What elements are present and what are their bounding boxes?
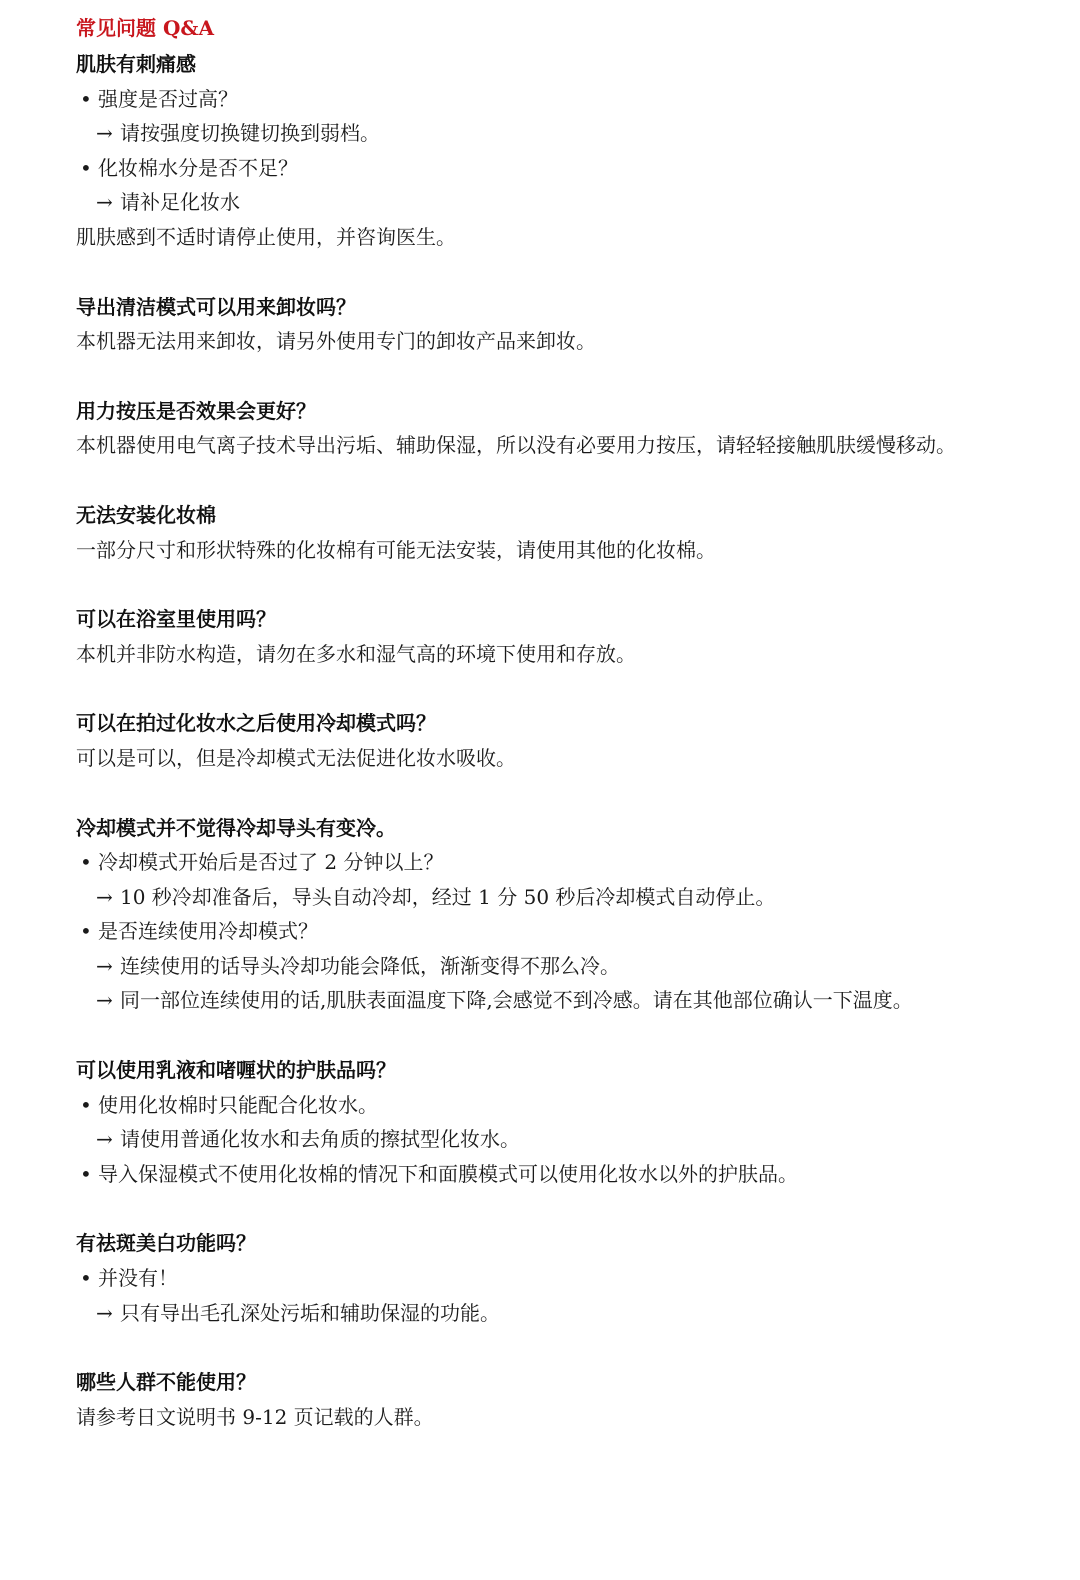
question-heading: 哪些人群不能使用？ — [76, 1370, 256, 1395]
question-heading: 可以在浴室里使用吗？ — [76, 607, 276, 632]
answer-arrow-item — [76, 185, 1040, 220]
answer-arrow-item — [76, 116, 1040, 151]
line-text: 肌肤感到不适时请停止使用，并咨询医生。 — [76, 224, 456, 249]
line-text: 连续使用的话导头冷却功能会降低，渐渐变得不那么冷。 — [120, 953, 620, 978]
arrow-icon: → — [96, 953, 113, 978]
bullet-item — [76, 151, 1040, 186]
qa-section — [76, 602, 1040, 671]
qa-section — [76, 1053, 1040, 1191]
question-heading: 可以使用乳液和啫喱状的护肤品吗？ — [76, 1058, 396, 1083]
answer-arrow-item — [76, 949, 1040, 984]
line-text: 冷却模式开始后是否过了 2 分钟以上？ — [98, 850, 444, 875]
qa-section — [76, 1226, 1040, 1330]
bullet-item — [76, 914, 1040, 949]
answer-text — [76, 637, 1040, 672]
qa-section — [76, 47, 1040, 255]
line-text: 本机器无法用来卸妆，请另外使用专门的卸妆产品来卸妆。 — [76, 329, 596, 354]
arrow-icon: → — [96, 1127, 113, 1152]
line-text: 使用化妆棉时只能配合化妆水。 — [98, 1092, 378, 1117]
line-text: 是否连续使用冷却模式？ — [98, 919, 318, 944]
line-text: 请补足化妆水 — [120, 190, 240, 215]
question-heading: 用力按压是否效果会更好？ — [76, 398, 316, 423]
question-heading: 可以在拍过化妆水之后使用冷却模式吗？ — [76, 711, 436, 736]
bullet-dot: • — [80, 1266, 92, 1291]
qa-section — [76, 706, 1040, 775]
line-text: 本机并非防水构造，请勿在多水和湿气高的环境下使用和存放。 — [76, 641, 636, 666]
line-text: 化妆棉水分是否不足？ — [98, 155, 298, 180]
line-text: 可以是可以，但是冷却模式无法促进化妆水吸收。 — [76, 745, 516, 770]
line-text: 请按强度切换键切换到弱档。 — [120, 121, 380, 146]
bullet-item — [76, 845, 1040, 880]
line-text: 并没有！ — [98, 1266, 178, 1291]
answer-text — [76, 533, 1040, 568]
bullet-dot: • — [80, 919, 92, 944]
bullet-dot: • — [80, 1092, 92, 1117]
line-text: 10 秒冷却准备后，导头自动冷却，经过 1 分 50 秒后冷却模式自动停止。 — [120, 884, 776, 909]
line-text: 本机器使用电气离子技术导出污垢、辅助保湿，所以没有必要用力按压，请轻轻接触肌肤缓慢移动。 — [76, 433, 956, 458]
answer-arrow-item — [76, 983, 1040, 1018]
arrow-icon: → — [96, 190, 113, 215]
bullet-dot: • — [80, 850, 92, 875]
answer-text — [76, 428, 1040, 463]
bullet-dot: • — [80, 155, 92, 180]
line-text: 同一部位连续使用的话,肌肤表面温度下降,会感觉不到冷感。请在其他部位确认一下温度。 — [120, 988, 913, 1013]
qa-list — [76, 47, 1040, 1434]
qa-section — [76, 811, 1040, 1019]
question-heading: 导出清洁模式可以用来卸妆吗？ — [76, 294, 356, 319]
arrow-icon: → — [96, 1300, 113, 1325]
qa-section — [76, 290, 1040, 359]
bullet-item — [76, 82, 1040, 117]
question-heading: 有祛斑美白功能吗？ — [76, 1231, 256, 1256]
bullet-item — [76, 1261, 1040, 1296]
answer-text — [76, 741, 1040, 776]
line-text: 只有导出毛孔深处污垢和辅助保湿的功能。 — [120, 1300, 500, 1325]
line-text: 请参考日文说明书 9-12 页记载的人群。 — [76, 1404, 434, 1429]
answer-text — [76, 324, 1040, 359]
question-heading: 肌肤有刺痛感 — [76, 52, 196, 76]
qa-section — [76, 498, 1040, 567]
line-text: 强度是否过高？ — [98, 86, 238, 111]
arrow-icon: → — [96, 884, 113, 909]
answer-text — [76, 220, 1040, 255]
bullet-dot: • — [80, 1161, 92, 1186]
arrow-icon: → — [96, 988, 113, 1013]
bullet-item — [76, 1088, 1040, 1123]
qa-section — [76, 1365, 1040, 1434]
question-heading: 冷却模式并不觉得冷却导头有变冷。 — [76, 815, 396, 840]
qa-section — [76, 394, 1040, 463]
answer-arrow-item — [76, 1296, 1040, 1331]
page-title: 常见问题 Q&A — [76, 16, 214, 40]
answer-arrow-item — [76, 1122, 1040, 1157]
bullet-dot: • — [80, 86, 92, 111]
line-text: 请使用普通化妆水和去角质的擦拭型化妆水。 — [120, 1127, 520, 1152]
question-heading: 无法安装化妆棉 — [76, 502, 216, 527]
answer-text — [76, 1400, 1040, 1435]
bullet-item — [76, 1157, 1040, 1192]
answer-arrow-item — [76, 880, 1040, 915]
line-text: 一部分尺寸和形状特殊的化妆棉有可能无法安装，请使用其他的化妆棉。 — [76, 537, 716, 562]
arrow-icon: → — [96, 121, 113, 146]
line-text: 导入保湿模式不使用化妆棉的情况下和面膜模式可以使用化妆水以外的护肤品。 — [98, 1161, 798, 1186]
